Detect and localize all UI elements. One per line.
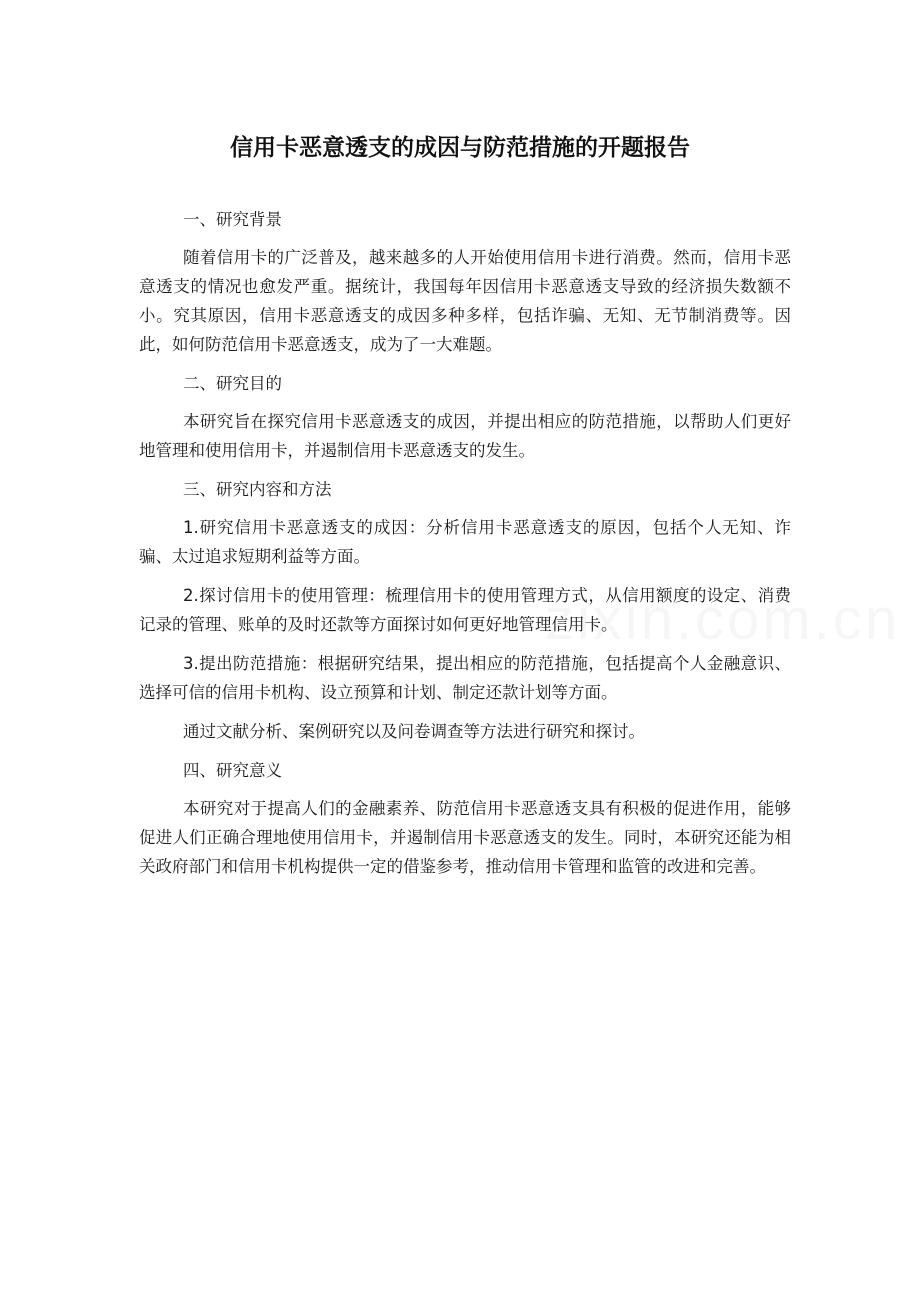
section-heading-purpose: 二、研究目的 xyxy=(183,374,282,393)
content-item-2: 2.探讨信用卡的使用管理：梳理信用卡的使用管理方式，从信用额度的设定、消费记录的管理、账单的及时还款等方面探讨如何更好地管理信用卡。 xyxy=(139,586,791,634)
significance-paragraph: 本研究对于提高人们的金融素养、防范信用卡恶意透支具有积极的促进作用，能够促进人们正确合理地使用信用卡，并遏制信用卡恶意透支的发生。同时，本研究还能为相关政府部门和信用卡机构提供一定的借鉴参考，推动信用卡管理和监管的改进和完善。 xyxy=(139,799,791,876)
content-item-3: 3.提出防范措施：根据研究结果，提出相应的防范措施，包括提高个人金融意识、选择可信的信用卡机构、设立预算和计划、制定还款计划等方面。 xyxy=(139,654,791,702)
page-title: 信用卡恶意透支的成因与防范措施的开题报告 xyxy=(230,135,690,161)
section-heading-significance: 四、研究意义 xyxy=(183,761,282,780)
purpose-paragraph: 本研究旨在探究信用卡恶意透支的成因，并提出相应的防范措施，以帮助人们更好地管理和使用信用卡，并遏制信用卡恶意透支的发生。 xyxy=(139,412,791,460)
document-body xyxy=(139,205,791,891)
content-item-1: 1.研究信用卡恶意透支的成因：分析信用卡恶意透支的原因，包括个人无知、诈骗、太过追求短期利益等方面。 xyxy=(139,518,791,566)
background-paragraph: 随着信用卡的广泛普及，越来越多的人开始使用信用卡进行消费。然而，信用卡恶意透支的情况也愈发严重。据统计，我国每年因信用卡恶意透支导致的经济损失数额不小。究其原因，信用卡恶意透支的成因多种多样，包括诈骗、无知、无节制消费等。因此，如何防范信用卡恶意透支，成为了一大难题。 xyxy=(139,248,791,354)
methods-paragraph: 通过文献分析、案例研究以及问卷调查等方法进行研究和探讨。 xyxy=(183,722,645,741)
section-heading-background: 一、研究背景 xyxy=(183,210,282,229)
section-heading-content-methods: 三、研究内容和方法 xyxy=(183,480,332,499)
